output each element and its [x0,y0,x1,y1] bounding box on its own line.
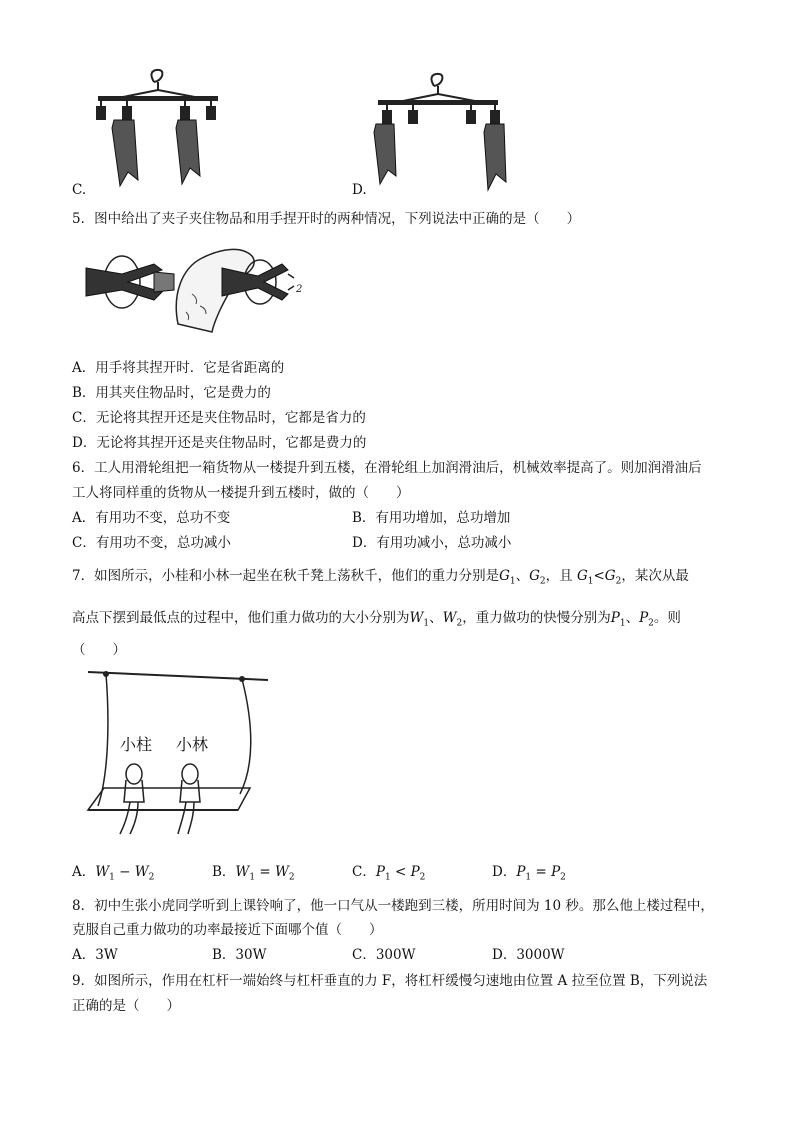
q7-option-b: B．$W_1 = W_2$ [212,864,295,883]
q6-option-d: D．有用功减小，总功减小 [352,535,512,551]
q5-option-d: D．无论将其捏开还是夹住物品时，它都是费力的 [72,435,367,451]
q6-option-c: C．有用功不变，总功减小 [72,535,231,551]
q6-option-b: B．有用功增加，总功增加 [352,510,511,526]
q8-option-a: A．3W [72,947,118,963]
q9-stem-line1: 9．如图所示，作用在杠杆一端始终与杠杆垂直的力 F，将杠杆缓慢匀速地由位置 A 拉至位置 B，下列说法 [72,973,708,989]
q7-figure-name-1: 小柱 [120,735,153,754]
q7-paren: （ ） [72,642,126,658]
q4-figure-d [368,72,518,194]
q5-option-b: B．用其夹住物品时，它是费力的 [72,385,271,401]
q7-option-d: D．$P_1 = P_2$ [492,864,566,883]
q7-option-c: C．$P_1 < P_2$ [352,864,426,883]
q5-option-a: A．用手将其捏开时．它是省距离的 [72,360,285,376]
q5-figure-label: 2 [296,284,302,295]
q7-option-a: A．$W_1 - W_2$ [72,864,155,883]
q6-option-a: A．有用功不变，总功不变 [72,510,231,526]
q8-option-d: D．3000W [492,947,565,963]
q6-stem-line1: 6．工人用滑轮组把一箱货物从一楼提升到五楼，在滑轮组上加润滑油后，机械效率提高了。则加润滑油后 [72,460,702,476]
q5-clip-figure [82,234,302,338]
q6-stem-line2: 工人将同样重的货物从一楼提升到五楼时，做的（ ） [72,485,410,501]
q4-figure-c [88,68,238,190]
q7-stem-line2: 高点下摆到最低点的过程中，他们重力做功的大小分别为$W_1$、$W_2$，重力做功的快慢分别为$P_1$、$P_2$。则 [72,610,681,629]
q8-option-c: C．300W [352,947,416,963]
q9-stem-line2: 正确的是（ ） [72,998,180,1014]
q5-option-c: C．无论将其捏开还是夹住物品时，它都是省力的 [72,410,366,426]
q4-option-d-label: D. [352,182,367,198]
q7-swing-figure [84,666,274,838]
q5-stem: 5．图中给出了夹子夹住物品和用手捏开时的两种情况，下列说法中正确的是（ ） [72,211,581,227]
q8-stem-line2: 克服自己重力做功的功率最接近下面哪个值（ ） [72,922,383,938]
q4-option-c-label: C. [72,182,87,198]
q8-option-b: B．30W [212,947,267,963]
q7-stem-line1: 7．如图所示，小桂和小林一起坐在秋千凳上荡秋千，他们的重力分别是$G_1$、$G_2$，且 $G_1<G_2$，某次从最 [72,568,689,587]
q8-stem-line1: 8．初中生张小虎同学听到上课铃响了，他一口气从一楼跑到三楼，所用时间为 10 秒。那么他上楼过程中， [72,898,714,914]
q7-figure-name-2: 小林 [176,735,209,754]
